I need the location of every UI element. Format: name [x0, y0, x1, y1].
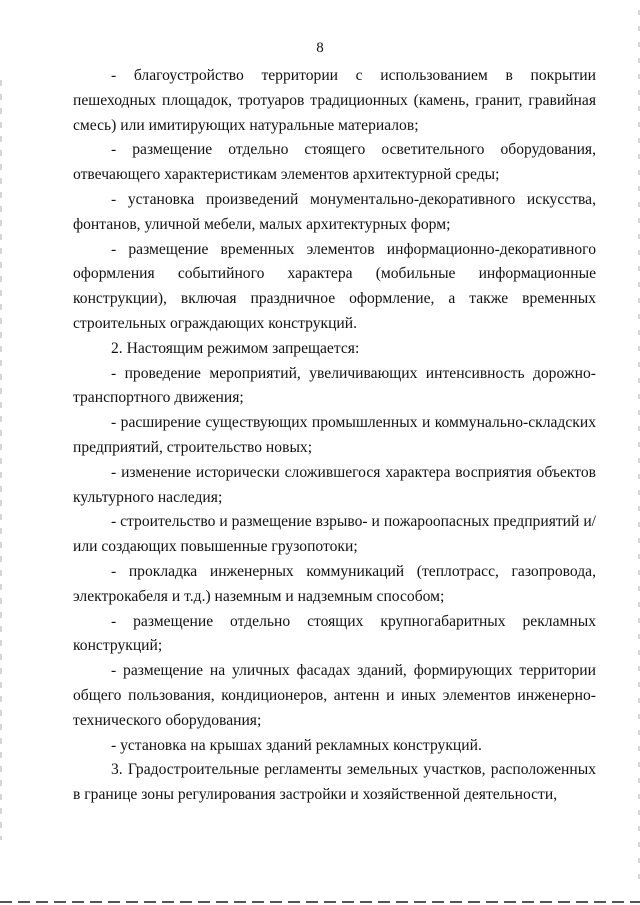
paragraph-temporary-elements: - размещение временных элементов информационно-декоративного оформления событийного характера (мобильные информационные конструкции), включая праздничное оформление, а также временных строительных ограждающих конструкций.	[73, 240, 596, 332]
paragraph-utility-lines: - прокладка инженерных коммуникаций (теплотрасс, газопровода, электрокабеля и т.д.) наземным и надземным способом;	[73, 562, 596, 605]
paragraph-billboards: - размещение отдельно стоящих крупногабаритных рекламных конструкций;	[73, 612, 596, 655]
paragraph-monuments: - установка произведений монументально-декоративного искусства, фонтанов, уличной мебели, малых архитектурных форм;	[73, 190, 596, 233]
paragraph-heritage-perception: - изменение исторически сложившегося характера восприятия объектов культурного наследия;	[73, 463, 596, 506]
scan-edge-left	[0, 80, 2, 840]
paragraph-traffic-events: - проведение мероприятий, увеличивающих интенсивность дорожно-транспортного движения;	[73, 364, 596, 407]
page-number: 8	[316, 40, 324, 56]
paragraph-hazardous-facilities: - строительство и размещение взрыво- и пожароопасных предприятий и/или создающих повышенные грузопотоки;	[73, 513, 596, 556]
scan-edge-bottom	[0, 901, 640, 903]
paragraph-lighting: - размещение отдельно стоящего осветительного оборудования, отвечающего характеристикам элементов архитектурной среды;	[73, 141, 596, 184]
paragraph-industrial-expansion: - расширение существующих промышленных и коммунально-складских предприятий, строительство новых;	[73, 414, 596, 456]
paragraph-landscaping: - благоустройство территории с использованием в покрытии пешеходных площадок, тротуаров традиционных (камень, гранит, гравийная смесь) или имитирующих натуральные материалов;	[73, 67, 596, 134]
paragraph-urban-regulations: 3. Градостроительные регламенты земельных участков, расположенных в границе зоны регулирования застройки и хозяйственной деятельности,	[73, 761, 596, 804]
paragraph-roof-advertising: - установка на крышах зданий рекламных конструкций.	[111, 736, 482, 754]
document-body	[73, 64, 596, 808]
paragraph-prohibitions-heading: 2. Настоящим режимом запрещается:	[111, 339, 360, 357]
paragraph-facade-equipment: - размещение на уличных фасадах зданий, формирующих территории общего пользования, кондиционеров, антенн и иных элементов инженерно-технического оборудования;	[73, 662, 596, 729]
